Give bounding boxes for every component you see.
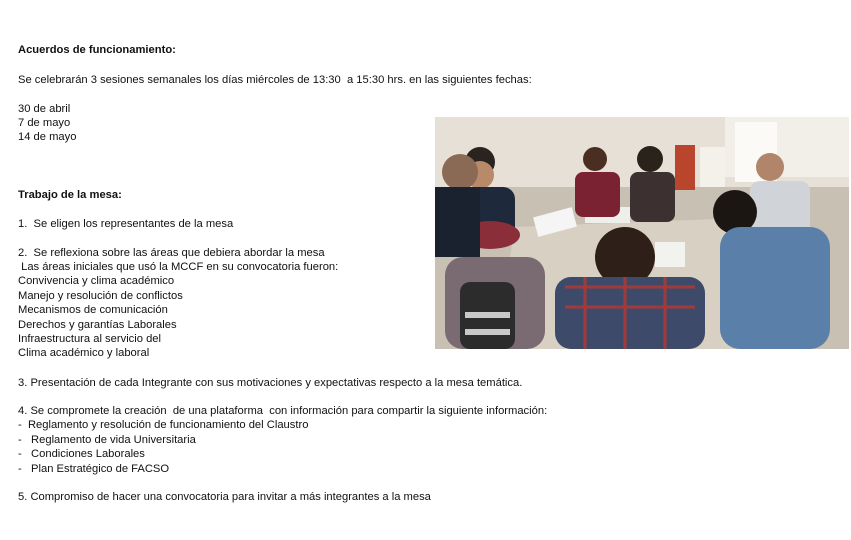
area-item: Convivencia y clima académico [18, 275, 175, 287]
platform-item: - Plan Estratégico de FACSO [18, 463, 170, 475]
work-item-4: 4. Se compromete la creación de una plataforma con información para compartir la siguiente información: [18, 405, 548, 417]
work-item-5: 5. Compromiso de hacer una convocatoria para invitar a más integrantes a la mesa [18, 491, 431, 503]
work-heading: Trabajo de la mesa: [18, 189, 122, 201]
meeting-photo [435, 117, 849, 349]
date-item: 14 de mayo [18, 131, 77, 143]
schedule-text: Se celebrarán 3 sesiones semanales los días miércoles de 13:30 a 15:30 hrs. en las siguientes fechas: [18, 74, 532, 86]
platform-item: - Reglamento de vida Universitaria [18, 434, 196, 446]
work-item-3: 3. Presentación de cada Integrante con sus motivaciones y expectativas respecto a la mesa temática. [18, 377, 523, 389]
area-item: Derechos y garantías Laborales [18, 319, 177, 331]
platform-item: - Reglamento y resolución de funcionamiento del Claustro [18, 419, 309, 431]
work-item-1: 1. Se eligen los representantes de la mesa [18, 218, 234, 230]
platform-item: - Condiciones Laborales [18, 448, 145, 460]
work-item-2-intro: Las áreas iniciales que usó la MCCF en su convocatoria fueron: [18, 261, 339, 273]
agreements-heading: Acuerdos de funcionamiento: [18, 44, 176, 56]
date-item: 30 de abril [18, 103, 71, 115]
area-item: Mecanismos de comunicación [18, 304, 168, 316]
date-item: 7 de mayo [18, 117, 71, 129]
area-item: Manejo y resolución de conflictos [18, 290, 183, 302]
area-item: Infraestructura al servicio del [18, 333, 162, 345]
work-item-2: 2. Se reflexiona sobre las áreas que debiera abordar la mesa [18, 247, 325, 259]
area-item: Clima académico y laboral [18, 347, 150, 359]
